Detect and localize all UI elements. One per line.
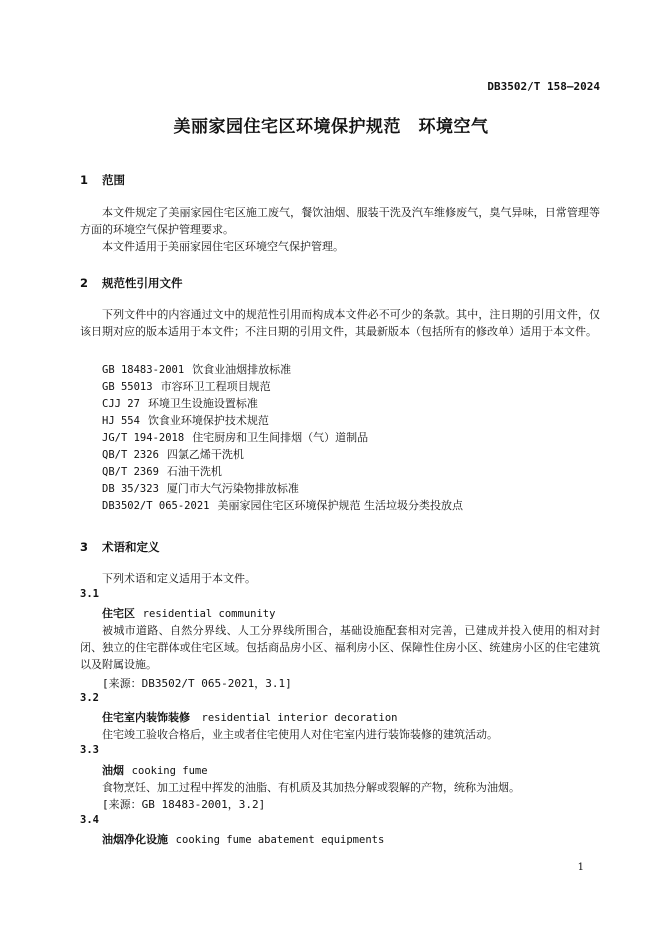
reference-item: JG/T 194-2018 住宅厨房和卫生间排烟（气）道制品 <box>102 431 369 444</box>
document-number: DB3502/T 158—2024 <box>487 80 600 93</box>
term-definition: 住宅竣工验收合格后，业主或者住宅使用人对住宅室内进行装饰装修的建筑活动。 <box>102 728 498 741</box>
reference-item: DB 35/323 厦门市大气污染物排放标准 <box>102 482 299 495</box>
section-title: 规范性引用文件 <box>102 276 183 290</box>
term-definition: 被城市道路、自然分界线、人工分界线所围合，基础设施配套相对完善，已建成并投入使用的相对封闭、独立的住宅群体或住宅区域。包括商品房小区、福利房小区、保障性住房小区、统建房小区的住宅建筑以及附属设施。 <box>80 624 600 671</box>
term-source: [来源：GB 18483-2001，3.2] <box>102 798 266 811</box>
term-en: cooking fume <box>131 765 208 777</box>
term-heading <box>102 762 208 778</box>
term-heading <box>102 605 275 621</box>
term-number: 3.3 <box>80 744 99 756</box>
term-heading <box>102 709 397 725</box>
reference-item: QB/T 2369 石油干洗机 <box>102 465 222 478</box>
section-number: 3 <box>80 540 89 554</box>
term-number: 3.2 <box>80 692 99 704</box>
reference-item: GB 18483-2001 饮食业油烟排放标准 <box>102 363 292 376</box>
term-source: [来源：DB3502/T 065-2021，3.1] <box>102 677 292 690</box>
section-heading-scope <box>80 172 125 188</box>
section-title: 术语和定义 <box>102 540 160 554</box>
section-number: 1 <box>80 173 89 187</box>
reference-item: GB 55013 市容环卫工程项目规范 <box>102 380 271 393</box>
reference-item: DB3502/T 065-2021 美丽家园住宅区环境保护规范 生活垃圾分类投放点 <box>102 499 463 512</box>
scope-paragraph-1: 本文件规定了美丽家园住宅区施工废气，餐饮油烟、服装干洗及汽车维修废气，臭气异味，日常管理等方面的环境空气保护管理要求。 <box>80 206 600 236</box>
normative-intro: 下列文件中的内容通过文中的规范性引用而构成本文件必不可少的条款。其中，注日期的引用文件，仅该日期对应的版本适用于本文件；不注日期的引用文件，其最新版本（包括所有的修改单）适用于本文件。 <box>80 308 600 338</box>
terms-intro: 下列术语和定义适用于本文件。 <box>102 572 256 585</box>
term-zh: 住宅区 <box>102 607 135 620</box>
term-number: 3.4 <box>80 814 99 826</box>
term-number: 3.1 <box>80 588 99 600</box>
section-heading-terms <box>80 539 160 555</box>
term-en: residential interior decoration <box>201 712 398 724</box>
section-number: 2 <box>80 276 89 290</box>
section-heading-normative <box>80 275 183 291</box>
reference-item: QB/T 2326 四氯乙烯干洗机 <box>102 448 244 461</box>
scope-paragraph-2: 本文件适用于美丽家园住宅区环境空气保护管理。 <box>102 240 344 253</box>
term-definition: 食物烹饪、加工过程中挥发的油脂、有机质及其加热分解或裂解的产物，统称为油烟。 <box>102 781 520 794</box>
reference-item: CJJ 27 环境卫生设施设置标准 <box>102 397 258 410</box>
document-title: 美丽家园住宅区环境保护规范 环境空气 <box>173 117 489 137</box>
term-en: residential community <box>142 608 276 620</box>
term-zh: 住宅室内装饰装修 <box>102 711 190 724</box>
reference-item: HJ 554 饮食业环境保护技术规范 <box>102 414 269 427</box>
section-title: 范围 <box>102 173 126 187</box>
term-zh: 油烟净化设施 <box>102 833 168 846</box>
term-zh: 油烟 <box>102 764 124 777</box>
page-number: 1 <box>577 862 584 873</box>
term-en: cooking fume abatement equipments <box>175 834 385 846</box>
term-heading <box>102 831 384 847</box>
